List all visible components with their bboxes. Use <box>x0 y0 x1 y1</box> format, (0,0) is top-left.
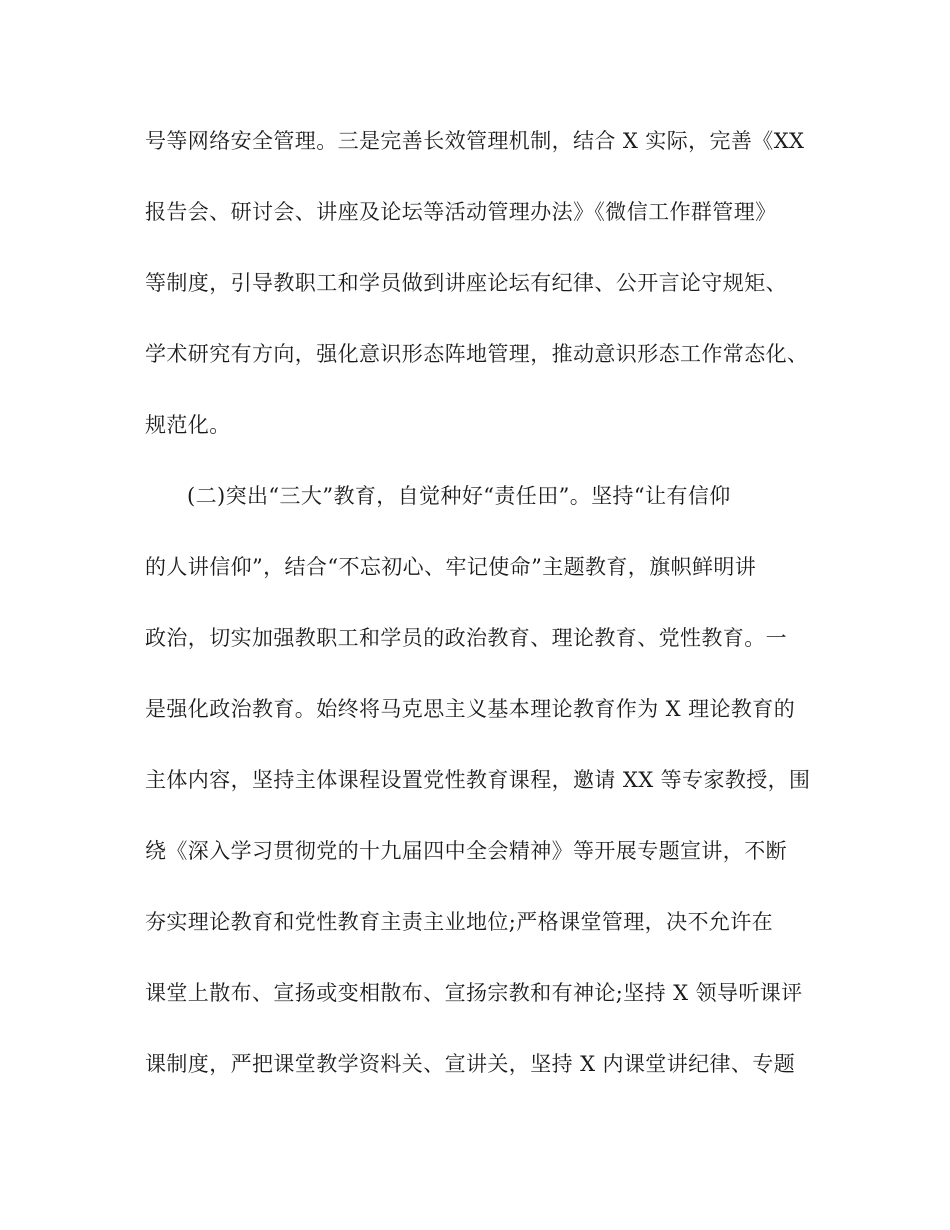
text-line-4: 学术研究有方向，强化意识形态阵地管理，推动意识形态工作常态化、 <box>145 342 809 366</box>
text-line-9: 是强化政治教育。始终将马克思主义基本理论教育作为 X 理论教育的 <box>145 697 796 721</box>
text-line-14: 课制度，严把课堂教学资料关、宣讲关，坚持 X 内课堂讲纪律、专题 <box>145 1052 796 1076</box>
text-line-12: 夯实理论教育和党性教育主责主业地位;严格课堂管理，决不允许在 <box>145 910 774 934</box>
text-line-3: 等制度，引导教职工和学员做到讲座论坛有纪律、公开言论守规矩、 <box>145 271 787 295</box>
text-line-8: 政治，切实加强教职工和学员的政治教育、理论教育、党性教育。一 <box>145 626 787 650</box>
text-line-13: 课堂上散布、宣扬或变相散布、宣扬宗教和有神论;坚持 X 领导听课评 <box>145 981 803 1005</box>
text-line-5: 规范化。 <box>145 413 231 437</box>
text-line-1: 号等网络安全管理。三是完善长效管理机制，结合 X 实际，完善《XX <box>145 129 805 153</box>
text-line-7: 的人讲信仰”，结合“不忘初心、牢记使命”主题教育，旗帜鲜明讲 <box>145 555 757 579</box>
text-line-10: 主体内容，坚持主体课程设置党性教育课程，邀请 XX 等专家教授，围 <box>145 768 811 792</box>
paragraph-heading-line: (二)突出“三大”教育，自觉种好“责任田”。坚持“让有信仰 <box>187 484 731 508</box>
text-line-2: 报告会、研讨会、讲座及论坛等活动管理办法》《微信工作群管理》 <box>145 200 777 224</box>
text-line-11: 绕《深入学习贯彻党的十九届四中全会精神》等开展专题宣讲，不断 <box>145 839 787 863</box>
